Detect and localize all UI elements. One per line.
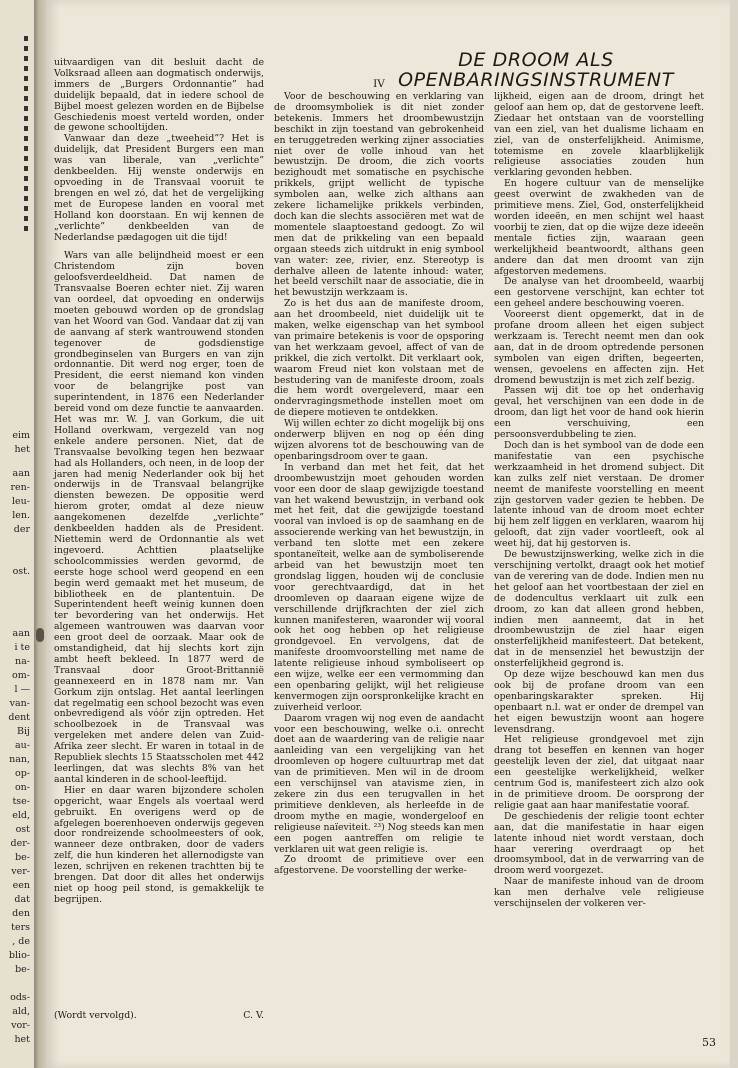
column-middle bbox=[274, 92, 484, 877]
previous-page-fragment: aan bbox=[12, 628, 30, 639]
paragraph: En hogere cultuur van de menselijke geest overwint de zwakheden van de primitieve mens. Ziel, God, onsterfelijkheid worden ideeën, en men schijnt wel haast voorbij te zien, dat op die wijze deze ideeën mentale ficties zijn, waaraan geen werkelijkheid beantwoordt, althans geen andere dan dat men droomt van zijn afgestorven medemens. bbox=[494, 178, 704, 277]
paragraph: Voor de beschouwing en verklaring van de droomsymboliek is dit niet zonder betekenis. Immers het droombewustzijn beschikt in zijn toestand van gebrokenheid en teruggetreden werking zijner associaties niet over de volle inhoud van het bewustzijn. De droom, die zich voorts bezighoudt met somatische en psychische prikkels, grijpt wellicht de typische symbolen aan, welke zich althans aan zekere lichamelijke prikkels verbinden, doch kan die slechts associëren met wat de momentele slaaptoestand gedoogt. Zo wil men dat de prikkeling van een bepaald orgaan steeds zich uitdrukt in enig symbool van water: zee, rivier, enz. Stereotyp is derhalve alleen de latente inhoud: water, het beeld verschilt naar de associatie, die in het bewustzijn werkzaam is. bbox=[274, 91, 484, 299]
previous-page-fragment: na- bbox=[15, 656, 30, 667]
previous-page-fragment: nan, bbox=[9, 754, 30, 765]
paragraph: Vanwaar dan deze „tweeheid”? Het is duidelijk, dat President Burgers een man was van liberale, van „verlichte” denkbeelden. Hij wenste onderwijs en opvoeding in de Transvaal vooruit te brengen en wel zó, dat het de vergelijking met de Europese landen en vooral met Holland kon doorstaan. En wij kennen de „verlichte” denkbeelden van de Nederlandse pædagogen uit die tijd! bbox=[54, 133, 264, 243]
paragraph: Wars van alle belijndheid moest er een Christendom zijn boven geloofsverdeeldheid. Dat namen de Transvaalse Boeren echter niet. Zij waren van oordeel, dat opvoeding en onderwijs moeten gebouwd worden op de grondslag van het Woord van God. Vandaar dat zij van de aanvang af sterk wantrouwend stonden tegenover de godsdienstige grondbeginselen van Burgers en van zijn ordonnantie. Dit werd nog erger, toen de President, die eerst niemand kon vinden voor de belangrijke post van superintendent, in 1876 een Nederlander bereid vond om deze functie te aanvaarden. Het was mr. W. J. van Gorkum, die uit Holland overkwam, vergezeld van nog enkele andere personen. Niet, dat de Transvaalse bevolking tegen hen bezwaar had als Hollanders, och neen, in de loop der jaren had menig Nederlander ook bij het onderwijs in de Transvaal belangrijke diensten bewezen. De oppositie werd hierom groter, omdat al deze nieuw aangekomenen dezelfde „verlichte” denkbeelden hadden als de President. Niettemin werd de Ordonnantie als wet ingevoerd. Achttien plaatselijke schoolcommissies werden gevormd, de eerste hoge school werd geopend en een begin werd gemaakt met het museum, de bibliotheek en de plantentuin. De Superintendent heeft weinig kunnen doen ter bevordering van het onderwijs. Het algemeen wantrouwen was daarvan voor een groot deel de oorzaak. Maar ook de omstandigheid, dat hij slechts kort zijn ambt heeft bekleed. In 1877 werd de Transvaal door Groot-Brittannië geannexeerd en in 1878 nam mr. Van Gorkum zijn ontslag. Het aantal leerlingen dat regelmatig een school bezocht was even onbevredigend als vóór zijn optreden. Het schoolbezoek in de Transvaal was vergeleken met andere delen van Zuid-Afrika zeer slecht. Er waren in totaal in de Republiek slechts 15 Staatsscholen met 442 leerlingen, dat was slechts 8% van het aantal kinderen in de school-leeftijd. bbox=[54, 250, 264, 785]
paragraph: Hier en daar waren bijzondere scholen opgericht, waar Engels als voertaal werd gebruikt. En overigens werd op de afgelegen boerenhoeven onderwijs gegeven door rondreizende schoolmeesters of ook, wanneer deze ontbraken, door de vaders zelf, die hun kinderen het allernodigste van lezen, schrijven en rekenen trachtten bij te brengen. Dat door dit alles het onderwijs niet op hoog peil stond, is gemakkelijk te begrijpen. bbox=[54, 784, 264, 905]
previous-page-fragment: ver- bbox=[11, 866, 30, 877]
column-left bbox=[54, 58, 264, 906]
previous-page-fragment: len. bbox=[12, 510, 30, 521]
paragraph: uitvaardigen van dit besluit dacht de Volksraad alleen aan dogmatisch onderwijs, immers de „Burgers Ordonnantie” had duidelijk bepaald, dat in iedere school de Bijbel moest gelezen worden en de Bijbelse Geschiedenis moest verteld worden, onder de gewone schooltijden. bbox=[54, 57, 264, 134]
paragraph: Het religieuse grondgevoel met zijn drang tot beseffen en kennen van hoger geestelijk leven der ziel, dat uitgaat naar een geestelijke werkelijkheid, welker centrum God is, manifesteert zich alzo ook in de primitieve droom. De oorsprong der religie gaat aan haar manifestatie vooraf. bbox=[494, 734, 704, 811]
paragraph: Doch dan is het symbool van de dode een manifestatie van een psychische werkzaamheid in het dromend subject. Dit kan zulks zelf niet verstaan. De dromer neemt de manifeste voorstelling en meent zijn gestorven vader gezien te hebben. De latente inhoud van de droom moet echter bij hem zelf liggen en verklaren, waarom hij gelooft, dat zijn vader voortleeft, ook al weet hij, dat hij gestorven is. bbox=[494, 440, 704, 550]
paragraph: Op deze wijze beschouwd kan men dus ook bij de profane droom van een openbaringskarakter spreken. Hij openbaart n.l. wat er onder de drempel van het eigen bewustzijn woont aan hogere levensdrang. bbox=[494, 669, 704, 735]
previous-page-fragment: be- bbox=[15, 964, 30, 975]
paragraph: lijkheid, eigen aan de droom, dringt het geloof aan hem op, dat de gestorvene leeft. Ziedaar het ontstaan van de voorstelling van een ziel, van het dualisme lichaam en ziel, van de onsterfelijkheid. Animisme, totemisme en zovele klaarblijkelijk religieuse associaties zouden hun verklaring gevonden hebben. bbox=[494, 91, 704, 179]
paragraph: Daarom vragen wij nog even de aandacht voor een beschouwing, welke o.i. onrecht doet aan de waardering van de religie naar aanleiding van een vergelijking van het droomleven op hogere cultuurtrap met dat van de primitieven. Men wil in de droom een verschijnsel van atavisme zien, in zekere zin dus een terugvallen in het primitieve denkleven, als herleefde in de droom mythe en magie, wondergeloof en religieuse naïeviteit. ²³) Nog steeds kan men een pogen aantreffen om religie te verklaren uit wat geen religie is. bbox=[274, 712, 484, 855]
previous-page-fragment: be- bbox=[15, 852, 30, 863]
previous-page-fragment: leu- bbox=[12, 496, 30, 507]
column-right bbox=[494, 92, 704, 910]
previous-page-margin bbox=[0, 0, 34, 1068]
previous-page-fragment: dat bbox=[14, 894, 30, 905]
binding-marks bbox=[24, 36, 28, 236]
section-number: IV bbox=[373, 78, 385, 90]
previous-page-fragment: tse- bbox=[12, 796, 30, 807]
page-gutter bbox=[34, 0, 46, 1068]
previous-page-fragment: een bbox=[12, 880, 30, 891]
paragraph: Wij willen echter zo dicht mogelijk bij ons onderwerp blijven en nog op één ding wijzen alvorens tot de beschouwing van de openbaringsdroom over te gaan. bbox=[274, 418, 484, 462]
previous-page-fragment: om- bbox=[12, 670, 30, 681]
previous-page-fragment: au- bbox=[15, 740, 30, 751]
paragraph: Zo droomt de primitieve over een afgestorvene. De voorstelling der werke- bbox=[274, 854, 484, 877]
paragraph: Vooreerst dient opgemerkt, dat in de profane droom alleen het eigen subject werkzaam is. Terecht neemt men dan ook aan, dat in de droom optredende personen symbolen van eigen driften, begeerten, wensen, gevoelens en affecten zijn. Het dromend bewustzijn is met zich zelf bezig. bbox=[494, 309, 704, 386]
previous-page-fragment: ters bbox=[11, 922, 30, 933]
previous-page-fragment: eld, bbox=[12, 810, 30, 821]
previous-page-fragment: het bbox=[14, 1034, 30, 1045]
previous-page-fragment: van- bbox=[9, 698, 30, 709]
article-footer bbox=[54, 1010, 264, 1021]
title-line-1: DE DROOM ALS bbox=[458, 49, 614, 71]
previous-page-fragment: op- bbox=[14, 768, 30, 779]
previous-page-fragment: ods- bbox=[10, 992, 30, 1003]
previous-page-fragment: Bij bbox=[17, 726, 30, 737]
previous-page-fragment: blio- bbox=[8, 950, 30, 961]
previous-page-fragment: on- bbox=[14, 782, 30, 793]
previous-page-fragment: dent bbox=[8, 712, 30, 723]
previous-page-fragment: ost bbox=[15, 824, 30, 835]
previous-page-fragment: ald, bbox=[12, 1006, 30, 1017]
previous-page-fragment: , de bbox=[12, 936, 30, 947]
author-initials: C. V. bbox=[243, 1010, 264, 1021]
previous-page-fragment: aan bbox=[12, 468, 30, 479]
previous-page-fragment: l — bbox=[14, 684, 30, 695]
paragraph: De geschiedenis der religie toont echter aan, dat die manifestatie in haar eigen latente inhoud niet wordt verstaan, doch haar verering overdraagt op het droomsymbool, dat in de verwarring van de droom werd voorgezet. bbox=[494, 810, 704, 877]
paragraph: Naar de manifeste inhoud van de droom kan men derhalve vele religieuse verschijnselen der volkeren ver- bbox=[494, 876, 704, 910]
paragraph: Zo is het dus aan de manifeste droom, aan het droombeeld, niet duidelijk uit te maken, welke eigenschap van het symbool van primaire betekenis is voor de opsporing van het werkzaam gevoel, affect of van de prikkel, die zich vertolkt. Dit verklaart ook, waarom Freud niet kon volstaan met de bestudering van de manifeste droom, zoals die hem wordt overgeleverd, maar een ondervragingsmethode instellen moet om de diepere motieven te ontdekken. bbox=[274, 298, 484, 419]
previous-page-fragment: vor- bbox=[11, 1020, 30, 1031]
paragraph: De bewustzijnswerking, welke zich in die verschijning vertolkt, draagt ook het motief van de verering van de dode. Indien men nu het geloof aan het voortbestaan der ziel en de dodencultus verklaart uit zulk een droom, zo kan dat alleen grond hebben, indien men aanneemt, dat in het droombewustzijn de ziel haar eigen onsterfelijkheid manifesteert. Dat betekent, dat in de mensenziel het bewustzijn der onsterfelijkheid gegrond is. bbox=[494, 549, 704, 670]
previous-page-fragment: der bbox=[13, 524, 30, 535]
paragraph: De analyse van het droombeeld, waarbij een gestorvene verschijnt, kan echter tot een geheel andere beschouwing voeren. bbox=[494, 276, 704, 310]
previous-page-fragment: den bbox=[12, 908, 30, 919]
previous-page-fragment: der- bbox=[10, 838, 30, 849]
page-number: 53 bbox=[702, 1036, 716, 1049]
title-line-2: OPENBARINGSINSTRUMENT bbox=[398, 69, 674, 91]
previous-page-fragment: ren- bbox=[10, 482, 30, 493]
continued-note: (Wordt vervolgd). bbox=[54, 1010, 137, 1021]
paragraph: Passen wij dit toe op het onderhavig geval, het verschijnen van een dode in de droom, dan ligt het voor de hand ook hierin een verschuiving, een persoonsverdubbeling te zien. bbox=[494, 385, 704, 441]
previous-page-fragment: i te bbox=[14, 642, 30, 653]
previous-page-fragment: ost. bbox=[12, 566, 30, 577]
staple bbox=[36, 628, 44, 642]
previous-page-fragment: het bbox=[14, 444, 30, 455]
paragraph: In verband dan met het feit, dat het droombewustzijn moet gehouden worden voor een door de slaap gewijzigde toestand van het wakend bewustzijn, in verband ook met het feit, dat die gewijzigde toestand vooral van invloed is op de saamhang en de associerende werking van het bewustzijn, in verband ten slotte met een zekere spontaneïteit, welke aan de symboliserende arbeid van het bewustzijn moet ten grondslag liggen, houden wij de conclusie voor gerechtvaardigd, dat in het droomleven op daaraan eigene wijze de verschillende drijfkrachten der ziel zich kunnen manifesteren, waaronder wij vooral ook het oog hebben op het religieuse grondgevoel. En vervolgens, dat de manifeste droomvoorstelling met name de latente religieuse inhoud symboliseert op een wijze, welke eer een vermomming dan een openbaring gelijkt, wijl het religieuse kenvermogen zijn oorspronkelijke kracht en zuiverheid verloor. bbox=[274, 461, 484, 713]
magazine-page bbox=[46, 0, 730, 1068]
previous-page-fragment: eim bbox=[12, 430, 30, 441]
